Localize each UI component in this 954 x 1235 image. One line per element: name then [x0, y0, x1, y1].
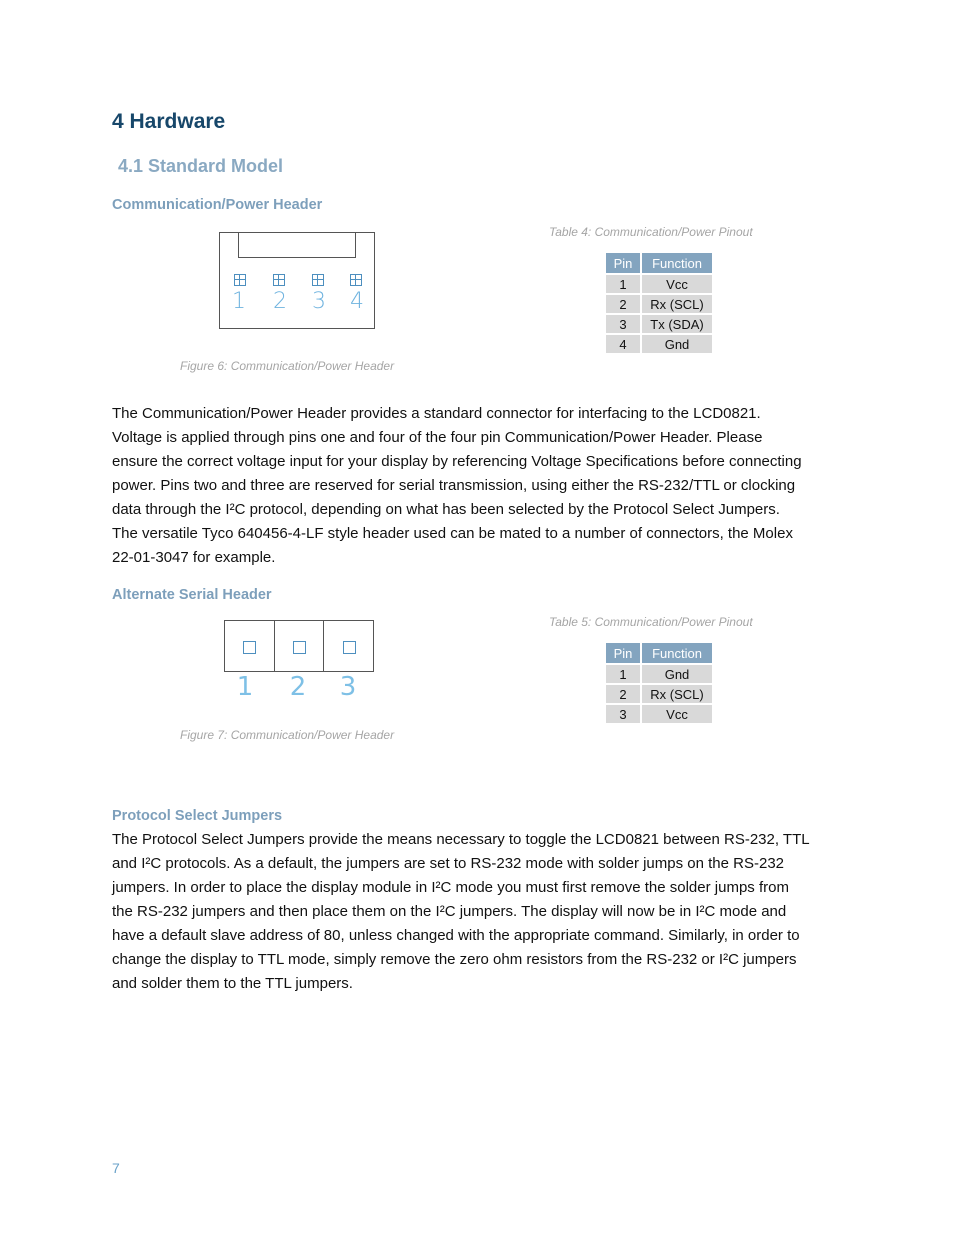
paragraph-line: data through the I²C protocol, depending on what has been selected by the Protocol Select Jumpers.	[112, 501, 780, 518]
protocol-title: Protocol Select Jumpers	[112, 808, 283, 824]
paragraph-line: 22-01-3047 for example.	[112, 549, 276, 566]
table-cell: 3	[606, 705, 640, 723]
figure-caption: Figure 7: Communication/Power Header	[180, 728, 395, 742]
comm-header-diagram	[219, 232, 375, 329]
paragraph-line: change the display to TTL mode, simply remove the zero ohm resistors from the RS-232 or I²C jumpers	[112, 951, 797, 968]
table-cell: Rx (SCL)	[642, 685, 712, 703]
divider	[274, 621, 275, 671]
paragraph-line: ensure the correct voltage input for your display by referencing Voltage Specifications before connecting	[112, 453, 802, 470]
connector-latch	[238, 232, 356, 258]
table-row	[606, 685, 712, 703]
section-heading: 4 Hardware	[112, 110, 226, 133]
paragraph-line: jumpers. In order to place the display module in I²C mode you must first remove the solder jumps from	[112, 879, 789, 896]
table-cell: 1	[606, 665, 640, 683]
paragraph-line: The versatile Tyco 640456-4-LF style header used can be mated to a number of connectors, the Molex	[112, 525, 793, 542]
page-number: 7	[112, 1160, 120, 1176]
table-cell: Rx (SCL)	[642, 295, 712, 313]
column-header: Function	[642, 643, 712, 663]
paragraph-line: and solder them to the TTL jumpers.	[112, 975, 353, 992]
table-row	[606, 315, 712, 333]
table-cell: 2	[606, 685, 640, 703]
divider	[323, 621, 324, 671]
paragraph-line: Voltage is applied through pins one and four of the four pin Communication/Power Header. Please	[112, 429, 763, 446]
table-cell: Vcc	[642, 705, 712, 723]
comm-header-paragraph	[112, 402, 852, 570]
protocol-paragraph	[112, 828, 852, 996]
table-cell: 1	[606, 275, 640, 293]
table-row	[606, 705, 712, 723]
table-cell: 2	[606, 295, 640, 313]
table-cell: Gnd	[642, 665, 712, 683]
pin-number: 3	[339, 672, 357, 702]
alt-header-title: Alternate Serial Header	[112, 587, 272, 603]
table-cell: Tx (SDA)	[642, 315, 712, 333]
table-cell: Gnd	[642, 335, 712, 353]
comm-header-title: Communication/Power Header	[112, 197, 323, 213]
pin-pad	[243, 641, 256, 654]
paragraph-line: and I²C protocols. As a default, the jumpers are set to RS-232 mode with solder jumps on the RS-232	[112, 855, 785, 872]
table-header-row	[606, 643, 712, 663]
pin-pad	[293, 641, 306, 654]
paragraph-line: The Communication/Power Header provides a standard connector for interfacing to the LCD0821.	[112, 405, 761, 422]
table-header-row	[606, 253, 712, 273]
alt-pinout-table	[604, 641, 714, 725]
table-row	[606, 295, 712, 313]
table-row	[606, 335, 712, 353]
comm-pinout-table	[604, 251, 714, 355]
pin-number: 3	[312, 289, 326, 314]
pin-pad	[350, 274, 362, 286]
pin-number: 1	[236, 672, 254, 702]
table-cell: 3	[606, 315, 640, 333]
column-header: Function	[642, 253, 712, 273]
column-header: Pin	[606, 643, 640, 663]
pin-pad	[273, 274, 285, 286]
paragraph-line: The Protocol Select Jumpers provide the means necessary to toggle the LCD0821 between RS-232, TTL	[112, 831, 810, 848]
paragraph-line: power. Pins two and three are reserved for serial transmission, using either the RS-232/TTL or clocking	[112, 477, 796, 494]
pin-pad	[234, 274, 246, 286]
table-cell: 4	[606, 335, 640, 353]
pin-number: 4	[350, 289, 364, 314]
pin-pad	[343, 641, 356, 654]
table-row	[606, 665, 712, 683]
pin-number: 1	[232, 289, 246, 314]
table-caption: Table 5: Communication/Power Pinout	[549, 615, 753, 629]
paragraph-line: the RS-232 jumpers and then place them on the I²C jumpers. The display will now be in I²C mode and	[112, 903, 787, 920]
figure-caption: Figure 6: Communication/Power Header	[180, 359, 395, 373]
pin-number: 2	[273, 289, 287, 314]
table-row	[606, 275, 712, 293]
subsection-heading: 4.1 Standard Model	[118, 156, 284, 176]
table-caption: Table 4: Communication/Power Pinout	[549, 225, 753, 239]
alt-header-diagram	[224, 620, 374, 672]
pin-number: 2	[289, 672, 307, 702]
pin-pad	[312, 274, 324, 286]
paragraph-line: have a default slave address of 80, unless changed with the appropriate command. Similarly, in order to	[112, 927, 800, 944]
column-header: Pin	[606, 253, 640, 273]
table-cell: Vcc	[642, 275, 712, 293]
